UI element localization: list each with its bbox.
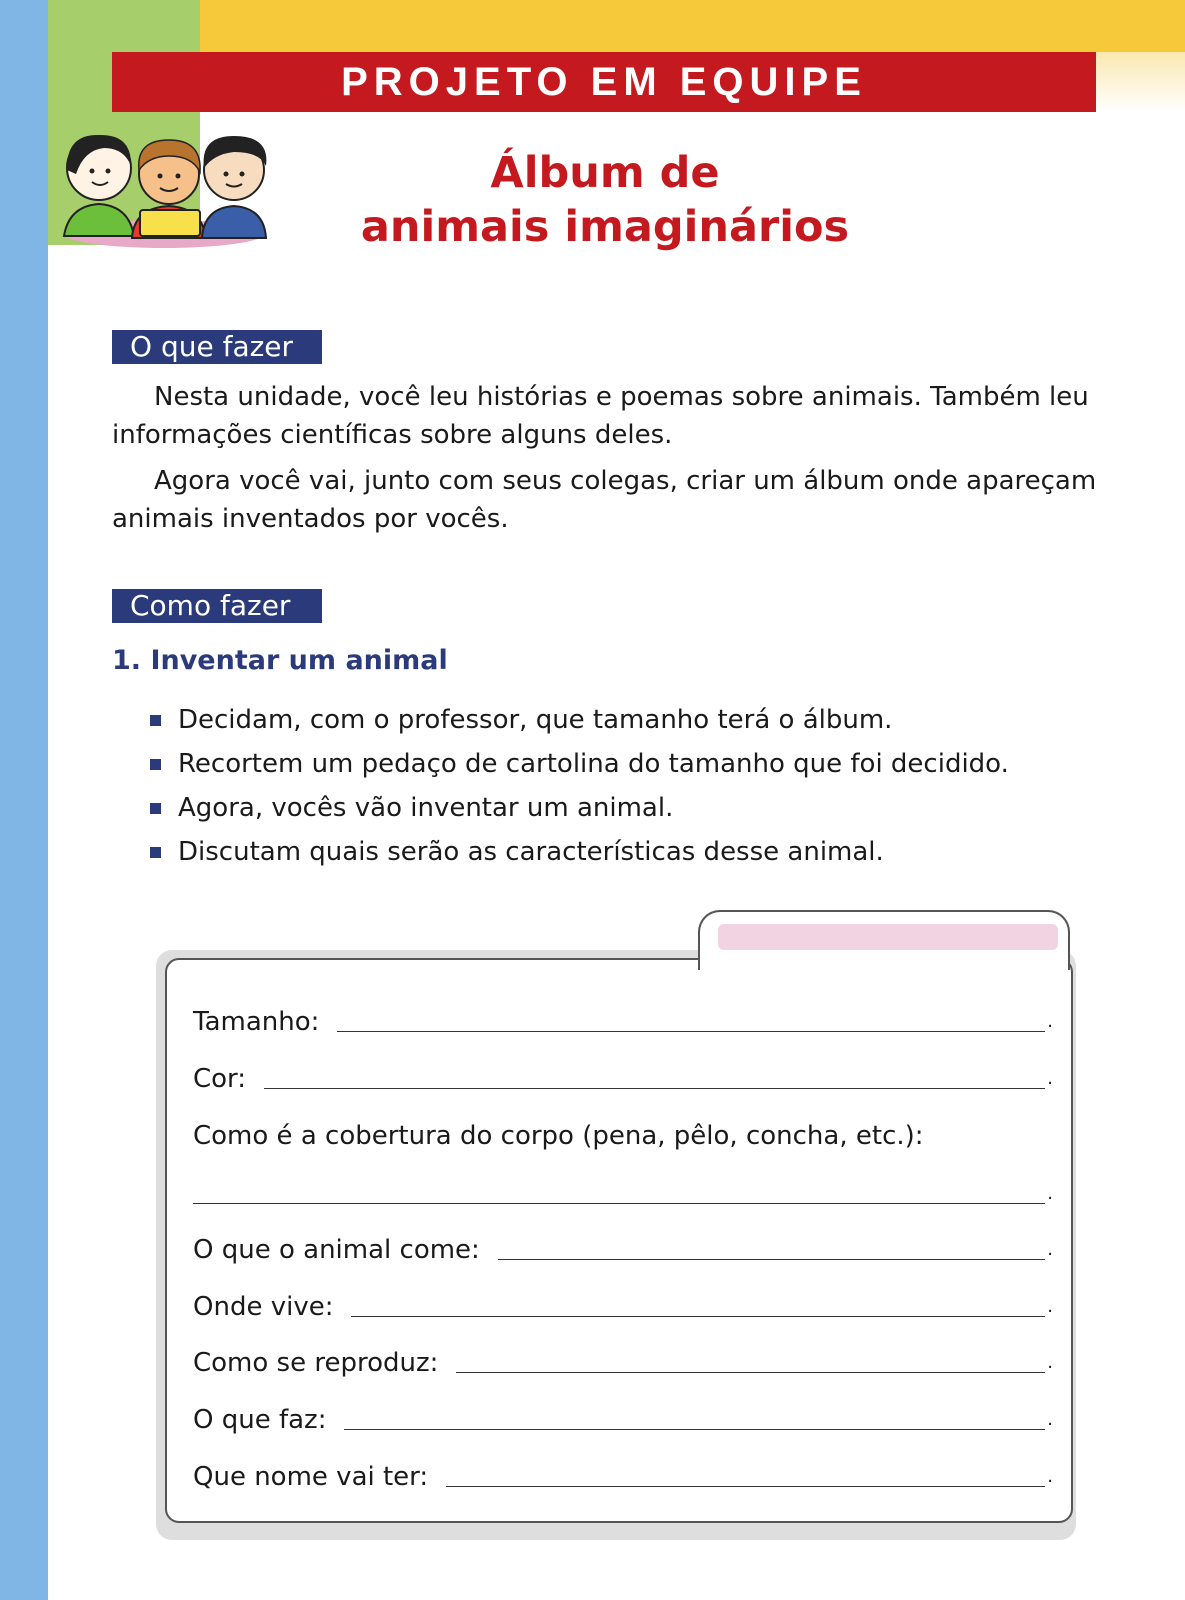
form-field-food[interactable] [193,1234,1053,1266]
form-field-size[interactable] [193,1006,1053,1038]
form-field-reproduction[interactable] [193,1347,1053,1379]
field-label: Tamanho: [193,1007,320,1037]
end-mark: . [1047,1409,1053,1430]
fill-line[interactable] [446,1485,1045,1487]
tab-join [700,952,1068,962]
end-mark: . [1047,1352,1053,1373]
field-label: O que o animal come: [193,1235,480,1265]
fill-line[interactable] [264,1087,1045,1089]
title-line-2: animais imaginários [360,202,850,252]
end-mark: . [1047,1466,1053,1487]
fill-line[interactable] [351,1315,1045,1317]
list-item-text: Agora, vocês vão inventar um animal. [178,793,674,823]
bullet-square-icon [150,759,161,770]
form-field-name[interactable] [193,1461,1053,1493]
end-mark: . [1047,1296,1053,1317]
end-mark: . [1047,1011,1053,1032]
section-label-what: O que fazer [112,330,322,364]
end-mark: . [1047,1239,1053,1260]
page-title [330,146,880,254]
fill-line[interactable] [337,1030,1045,1032]
field-label: O que faz: [193,1405,327,1435]
list-item [150,742,1009,786]
children-illustration [54,126,274,248]
fill-line[interactable] [456,1371,1045,1373]
end-mark: . [1047,1068,1053,1089]
field-label: Que nome vai ter: [193,1462,429,1492]
project-banner: PROJETO EM EQUIPE [112,52,1096,112]
paragraph: Agora você vai, junto com seus colegas, criar um álbum onde apareçam animais inventados por vocês. [112,466,1097,534]
field-label: Cor: [193,1064,247,1094]
paragraph: Nesta unidade, você leu histórias e poemas sobre animais. Também leu informações científicas sobre alguns deles. [112,382,1089,450]
fill-line[interactable] [344,1428,1045,1430]
section-label-how: Como fazer [112,589,322,623]
form-field-behavior[interactable] [193,1404,1053,1436]
form-field-habitat[interactable] [193,1291,1053,1323]
field-label: Onde vive: [193,1292,334,1322]
form-field-color[interactable] [193,1063,1053,1095]
list-item [150,830,1009,874]
list-item [150,698,1009,742]
list-item-text: Discutam quais serão as características desse animal. [178,837,884,867]
top-yellow-band [200,0,1185,52]
list-item [150,786,1009,830]
tab-ghost [718,924,1058,950]
list-item-text: Decidam, com o professor, que tamanho terá o álbum. [178,705,893,735]
bullet-square-icon [150,715,161,726]
end-mark: . [1047,1183,1053,1204]
form-field-covering-label: Como é a cobertura do corpo (pena, pêlo, concha, etc.): [193,1121,924,1151]
step-title: 1. Inventar um animal [112,645,448,676]
bullet-square-icon [150,803,161,814]
bullet-square-icon [150,847,161,858]
fill-line[interactable] [498,1258,1045,1260]
title-line-1: Álbum de [490,148,720,198]
form-field-covering[interactable] [193,1178,1053,1210]
field-label: Como se reproduz: [193,1348,439,1378]
left-color-band [0,0,48,1600]
instruction-list [150,698,1009,874]
fill-line[interactable] [193,1202,1045,1204]
list-item-text: Recortem um pedaço de cartolina do tamanho que foi decidido. [178,749,1009,779]
